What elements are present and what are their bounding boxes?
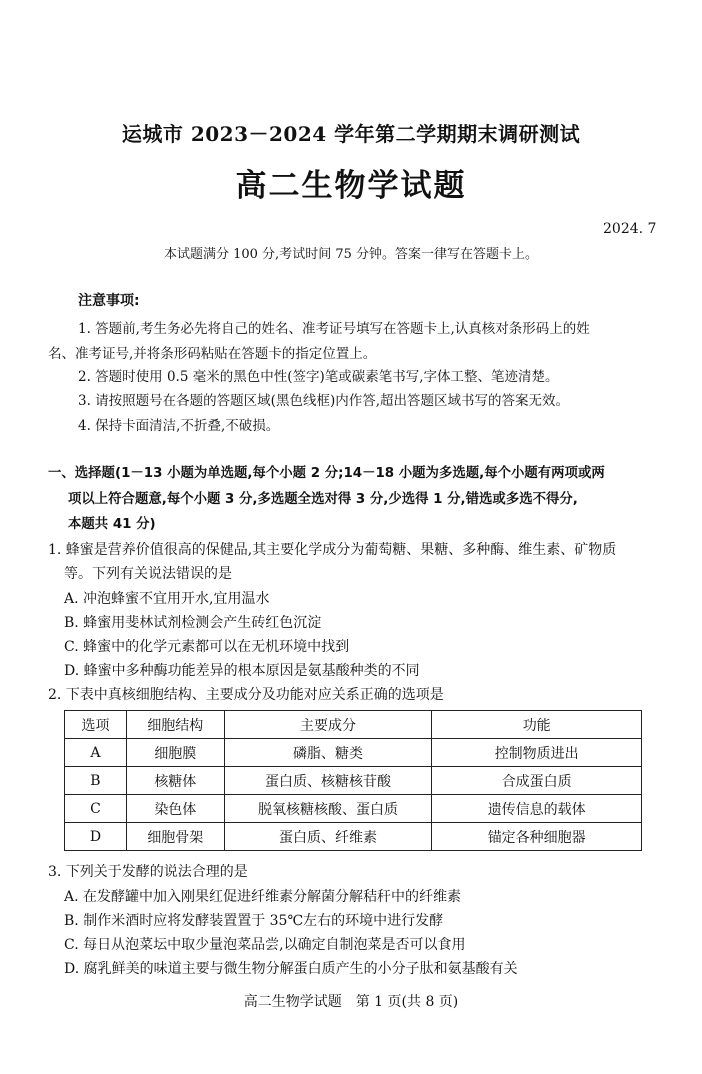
question-3-option-d: D. 腐乳鲜美的味道主要与微生物分解蛋白质产生的小分子肽和氨基酸有关 [64,961,518,977]
notice-line: 4. 保持卡面清洁,不折叠,不破损。 [78,418,280,434]
table-cell: 核糖体 [126,767,224,795]
question-3-option-c: C. 每日从泡菜坛中取少量泡菜品尝,以确定自制泡菜是否可以食用 [64,937,466,953]
table-header-cell: 选项 [65,711,127,739]
notice-line: 1. 答题前,考生务必先将自己的姓名、准考证号填写在答题卡上,认真核对条形码上的姓 [78,321,590,337]
table-cell: B [65,767,127,795]
question-3-option-b: B. 制作米酒时应将发酵装置置于 35℃左右的环境中进行发酵 [64,913,444,929]
section-heading-cont: 本题共 41 分) [68,517,156,532]
table-header-row [65,711,642,739]
table-header-cell: 细胞结构 [126,711,224,739]
table-cell: 控制物质进出 [432,739,642,767]
table-cell: 遗传信息的载体 [432,795,642,823]
section-heading-cont: 项以上符合题意,每个小题 3 分,多选题全选对得 3 分,少选得 1 分,错选或多选不得分, [68,492,578,507]
exam-date: 2024. 7 [603,221,657,237]
exam-intro: 本试题满分 100 分,考试时间 75 分钟。答案一律写在答题卡上。 [163,247,539,262]
table-cell: 染色体 [126,795,224,823]
table-cell: 蛋白质、纤维素 [224,823,432,851]
cell-structure-table [64,710,642,851]
table-row [65,823,642,851]
table-row [65,767,642,795]
table-cell: 合成蛋白质 [432,767,642,795]
table-cell: C [65,795,127,823]
table-row [65,739,642,767]
exam-title: 运城市 2023－2024 学年第二学期期末调研测试 [121,122,581,146]
table-cell: 锚定各种细胞器 [432,823,642,851]
question-1-option-d: D. 蜂蜜中多种酶功能差异的根本原因是氨基酸种类的不同 [64,663,420,679]
question-1-stem: 1. 蜂蜜是营养价值很高的保健品,其主要化学成分为葡萄糖、果糖、多种酶、维生素、矿物质 [48,542,617,558]
question-3-stem: 3. 下列关于发酵的说法合理的是 [48,864,248,880]
table-cell: 细胞骨架 [126,823,224,851]
table-cell: 蛋白质、核糖核苷酸 [224,767,432,795]
question-2-stem: 2. 下表中真核细胞结构、主要成分及功能对应关系正确的选项是 [48,687,444,703]
notice-line: 2. 答题时使用 0.5 毫米的黑色中性(签字)笔或碳素笔书写,字体工整、笔迹清楚。 [78,369,559,385]
table-cell: 磷脂、糖类 [224,739,432,767]
subject-title: 高二生物学试题 [235,168,467,204]
question-1-stem-cont: 等。下列有关说法错误的是 [64,566,232,582]
table-row [65,795,642,823]
question-1-option-b: B. 蜂蜜用斐林试剂检测会产生砖红色沉淀 [64,615,322,631]
question-3-option-a: A. 在发酵罐中加入刚果红促进纤维素分解菌分解秸秆中的纤维素 [64,889,462,905]
notice-line: 名、准考证号,并将条形码粘贴在答题卡的指定位置上。 [48,346,377,362]
table-cell: D [65,823,127,851]
question-1-option-c: C. 蜂蜜中的化学元素都可以在无机环境中找到 [64,639,350,655]
table-cell: 细胞膜 [126,739,224,767]
page-footer: 高二生物学试题 第 1 页(共 8 页) [243,994,459,1010]
section-heading: 一、选择题(1－13 小题为单选题,每个小题 2 分;14－18 小题为多选题,每个小题有两项或两 [48,466,605,481]
notice-line: 3. 请按照题号在各题的答题区域(黑色线框)内作答,超出答题区域书写的答案无效。 [78,393,569,409]
question-1-option-a: A. 冲泡蜂蜜不宜用开水,宜用温水 [64,591,270,607]
table-header-cell: 主要成分 [224,711,432,739]
notice-heading: 注意事项: [78,293,140,309]
table-header-cell: 功能 [432,711,642,739]
table-cell: A [65,739,127,767]
table-cell: 脱氧核糖核酸、蛋白质 [224,795,432,823]
